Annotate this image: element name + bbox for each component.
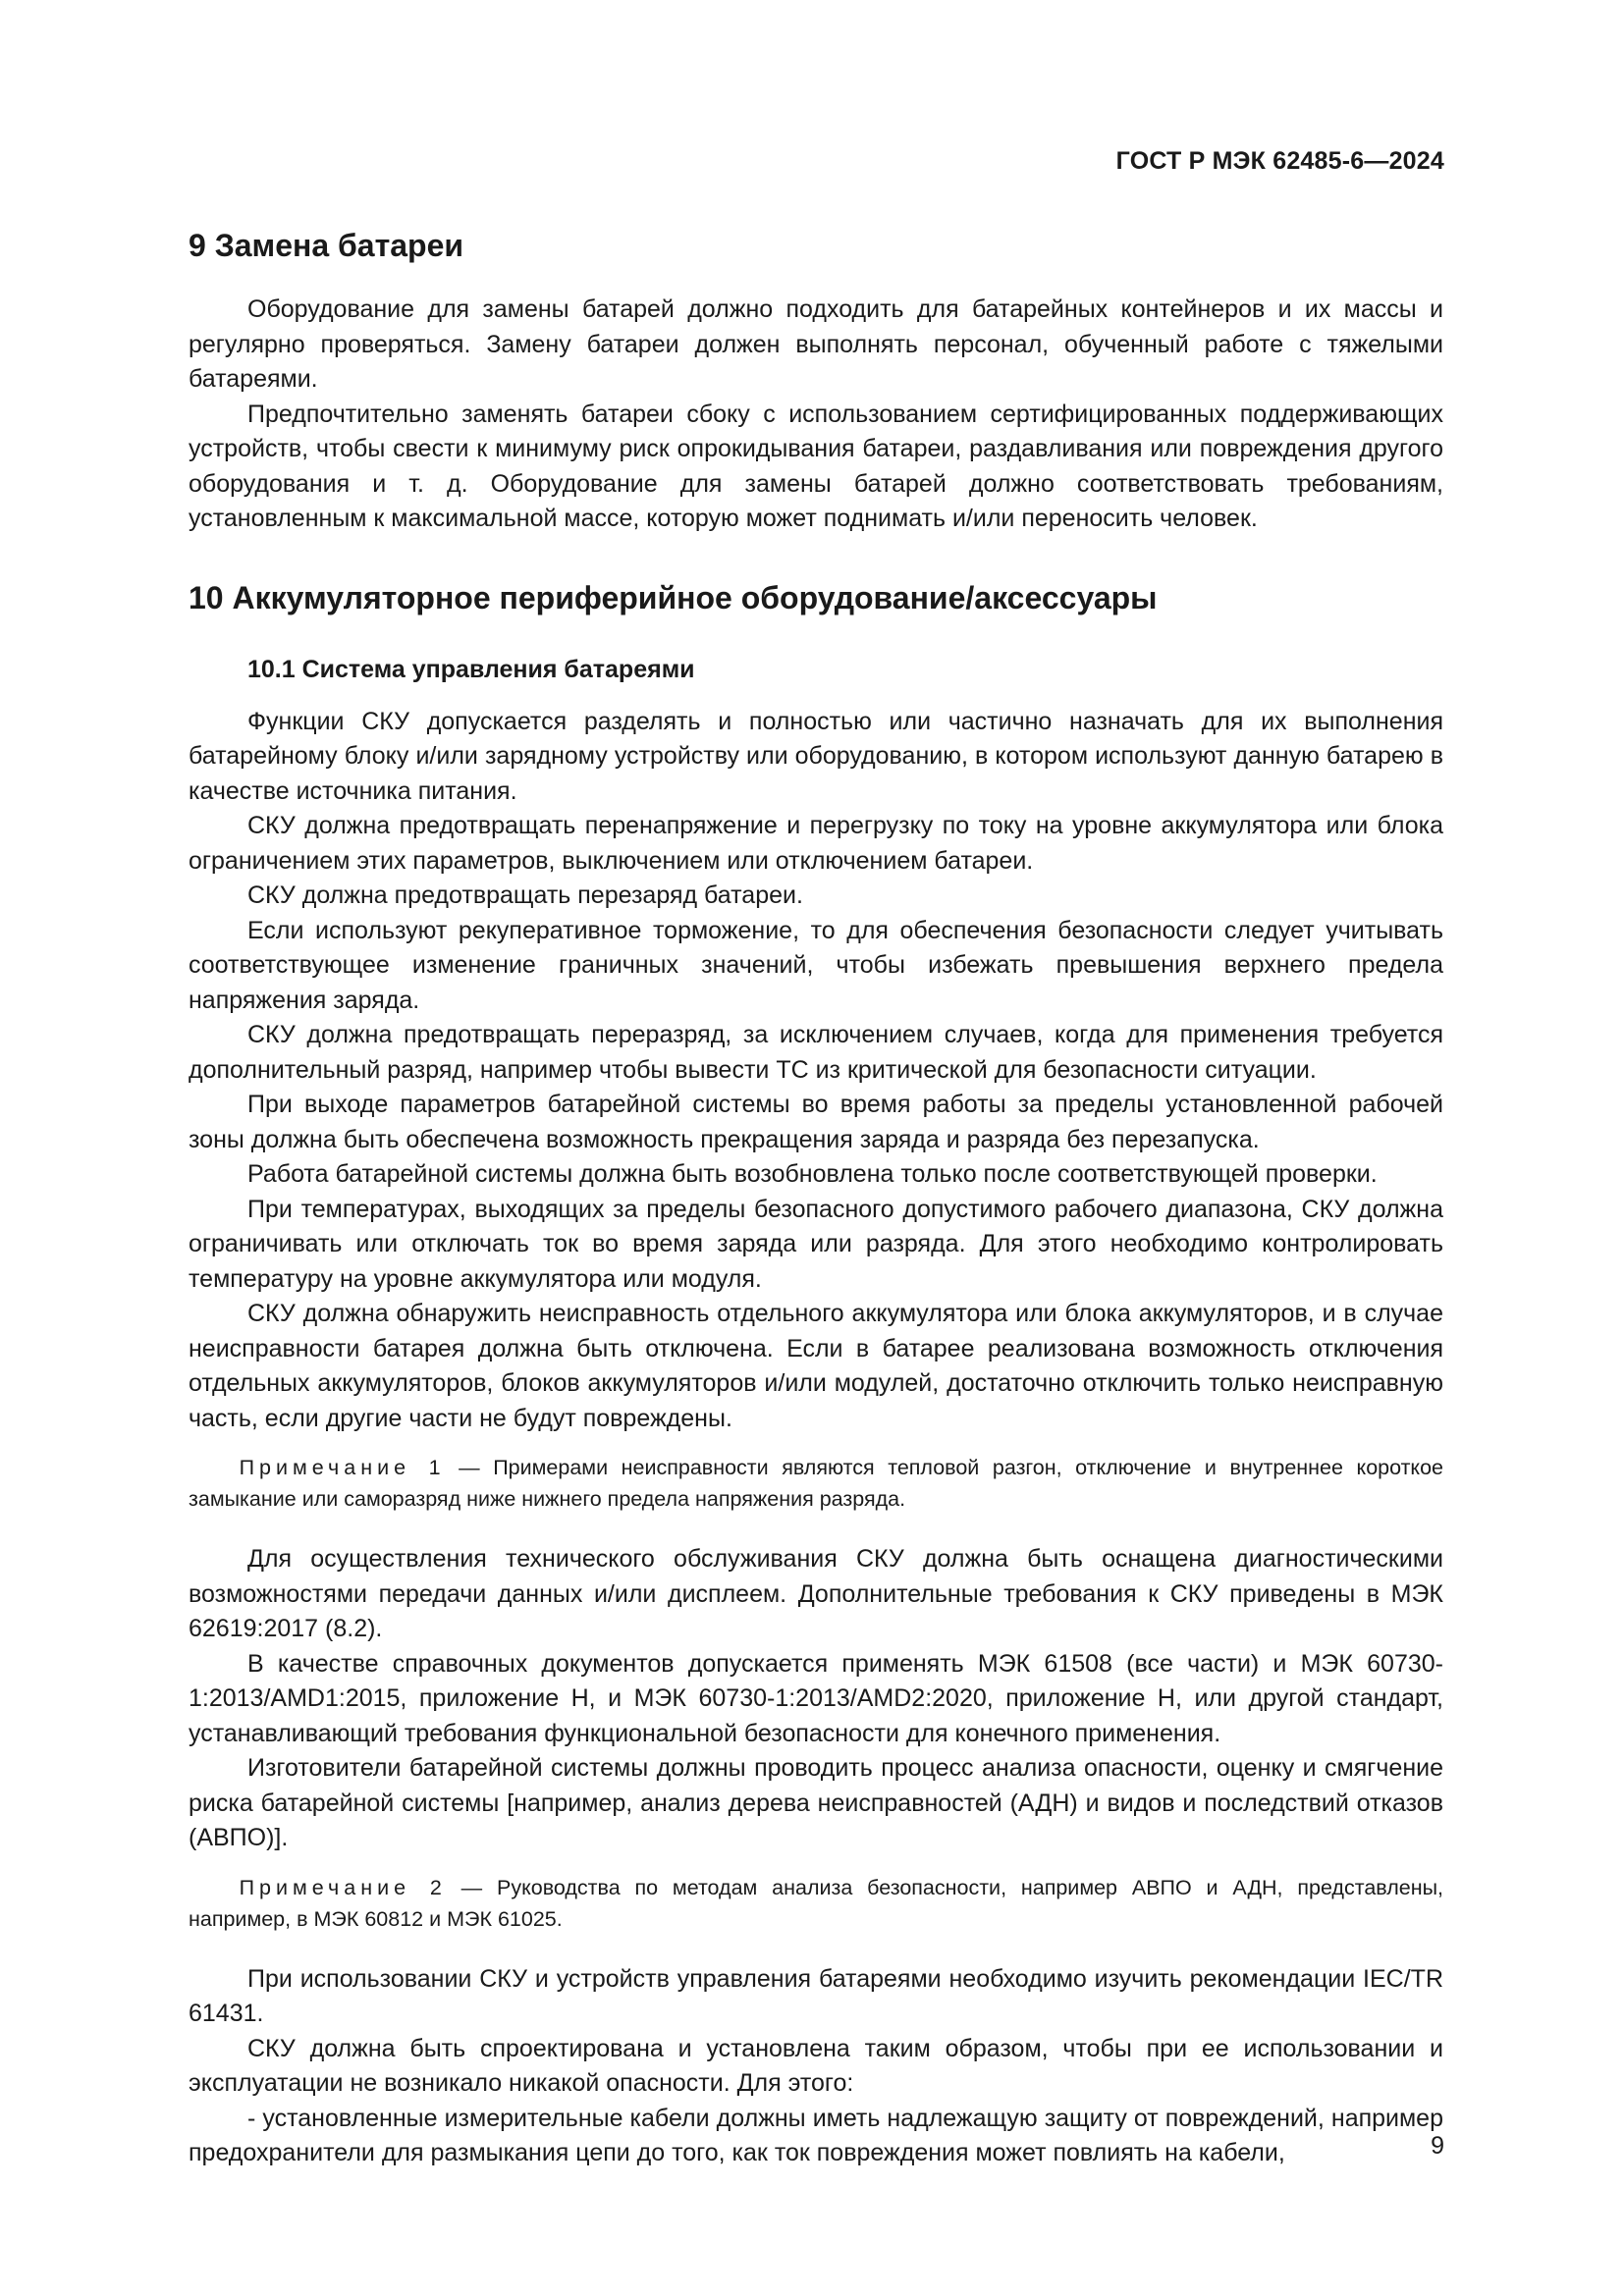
paragraph: СКУ должна предотвращать перезаряд батареи. xyxy=(247,881,803,909)
section-9-paragraph-1: Оборудование для замены батарей должно подходить для батарейных контейнеров и их массы и регулярно проверяться. Замену батареи должен выполнять персонал, обученный работе с тяжелыми батареями. xyxy=(189,295,1443,393)
paragraph: СКУ должна быть спроектирована и установлена таким образом, чтобы при ее использовании и эксплуатации не возникало никакой опасности. Для этого: xyxy=(189,2034,1443,2097)
paragraph: При использовании СКУ и устройств управления батареями необходимо изучить рекомендации IEC/TR 61431. xyxy=(189,1964,1443,2027)
paragraph: Для осуществления технического обслуживания СКУ должна быть оснащена диагностическими возможностями передачи данных и/или дисплеем. Дополнительные требования к СКУ приведены в МЭК 62619:2017 (8.2). xyxy=(189,1545,1443,1642)
note-1 xyxy=(189,1452,1443,1515)
paragraph: Если используют рекуперативное торможение, то для обеспечения безопасности следует учитывать соответствующее изменение граничных значений, чтобы избежать превышения верхнего предела напряжения заряда. xyxy=(189,916,1443,1014)
paragraph: Функции СКУ допускается разделять и полностью или частично назначать для их выполнения батарейному блоку и/или зарядному устройству или оборудованию, в котором используют данную батарею в качестве источника питания. xyxy=(189,707,1443,805)
paragraph: СКУ должна обнаружить неисправность отдельного аккумулятора или блока аккумуляторов, и в случае неисправности батарея должна быть отключена. Если в батарее реализована возможность отключения отдельных аккумуляторов, блоков аккумуляторов и/или модулей, достаточно отключить только неисправную часть, если другие части не будут повреждены. xyxy=(189,1300,1443,1432)
paragraph: При температурах, выходящих за пределы безопасного допустимого рабочего диапазона, СКУ должна ограничивать или отключать ток во время заряда или разряда. Для этого необходимо контролировать температуру на уровне аккумулятора или модуля. xyxy=(189,1195,1443,1293)
note-1-label: Примечание 1 xyxy=(239,1456,446,1479)
paragraph: При выходе параметров батарейной системы во время работы за пределы установленной рабочей зоны должна быть обеспечена возможность прекращения заряда и разряда без перезапуска. xyxy=(189,1091,1443,1153)
paragraph: В качестве справочных документов допускается применять МЭК 61508 (все части) и МЭК 60730-1:2013/AMD1:2015, приложение Н, и МЭК 60730-1:2013/AMD2:2020, приложение Н, или другой стандарт, устанавливающий требования функциональной безопасности для конечного применения. xyxy=(189,1649,1443,1747)
section-9-paragraph-2: Предпочтительно заменять батареи сбоку с использованием сертифицированных поддерживающих устройств, чтобы свести к минимуму риск опрокидывания батареи, раздавливания или повреждения другого оборудования и т. д. Оборудование для замены батарей должно соответствовать требованиям, установленным к максимальной массе, которую может поднимать и/или переносить человек. xyxy=(189,400,1443,532)
note-1-text: — Примерами неисправности являются тепловой разгон, отключение и внутреннее короткое замыкание или саморазряд ниже нижнего предела напряжения разряда. xyxy=(189,1456,1443,1511)
paragraph: СКУ должна предотвращать переразряд, за исключением случаев, когда для применения требуется дополнительный разряд, например чтобы вывести ТС из критической для безопасности ситуации. xyxy=(189,1021,1443,1084)
subsection-10-1-title: 10.1 Система управления батареями xyxy=(247,655,695,683)
note-2-label: Примечание 2 xyxy=(239,1875,447,1899)
section-9-title: 9 Замена батареи xyxy=(189,228,464,263)
note-2 xyxy=(189,1872,1443,1935)
list-item: - установленные измерительные кабели должны иметь надлежащую защиту от повреждений, например предохранители для размыкания цепи до того, как ток повреждения может повлиять на кабели, xyxy=(189,2104,1443,2166)
section-10-title: 10 Аккумуляторное периферийное оборудование/аксессуары xyxy=(189,579,1158,615)
paragraph: Работа батарейной системы должна быть возобновлена только после соответствующей проверки. xyxy=(247,1160,1378,1188)
paragraph: СКУ должна предотвращать перенапряжение и перегрузку по току на уровне аккумулятора или блока ограничением этих параметров, выключением или отключением батареи. xyxy=(189,812,1443,875)
document-code-header: ГОСТ Р МЭК 62485-6—2024 xyxy=(1115,147,1444,175)
paragraph: Изготовители батарейной системы должны проводить процесс анализа опасности, оценку и смягчение риска батарейной системы [например, анализ дерева неисправностей (АДН) и видов и последствий отказов (АВПО)]. xyxy=(189,1754,1443,1851)
page-number: 9 xyxy=(1431,2132,1444,2160)
note-2-text: — Руководства по методам анализа безопасности, например АВПО и АДН, представлены, например, в МЭК 60812 и МЭК 61025. xyxy=(189,1875,1444,1931)
page-content xyxy=(189,224,1443,2171)
